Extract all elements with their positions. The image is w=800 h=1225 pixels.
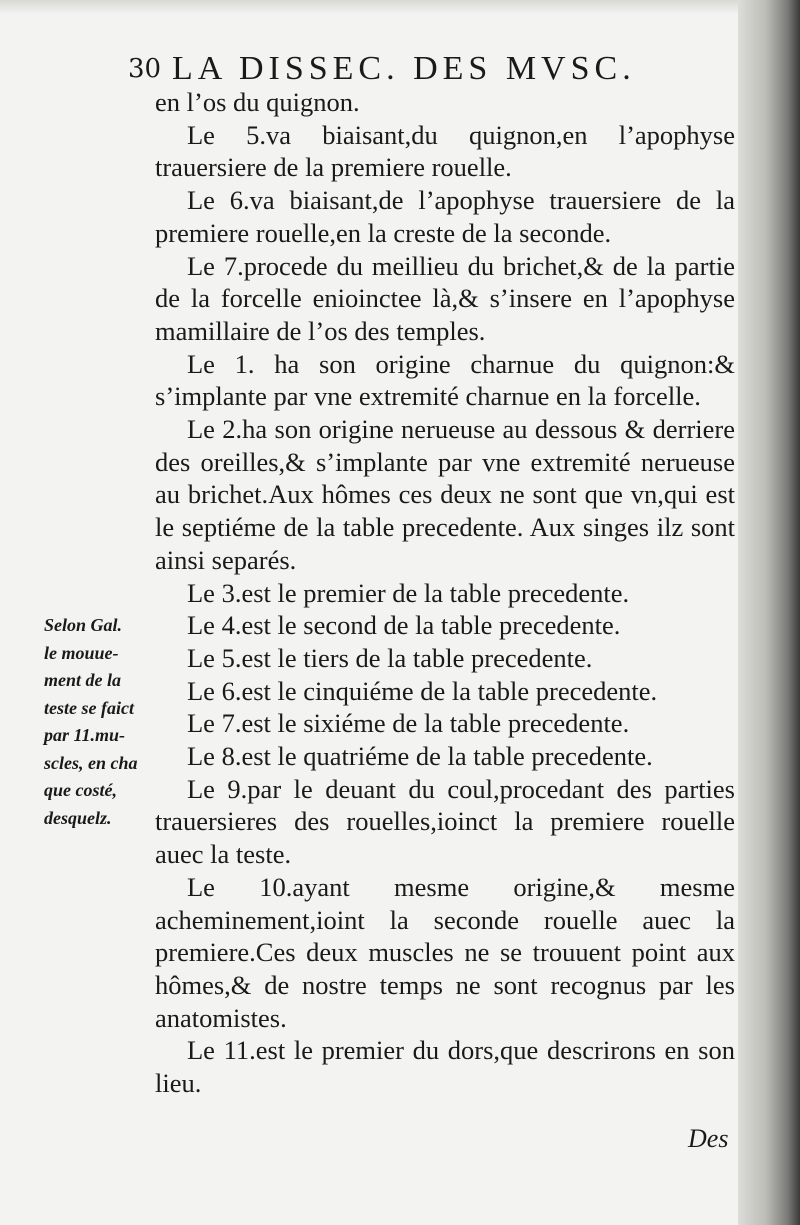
paragraph: en l’os du quignon. bbox=[155, 87, 360, 117]
running-title: LA DISSEC. DES MVSC. bbox=[172, 50, 636, 87]
margin-note-line: par 11.mu- bbox=[44, 725, 126, 745]
paragraph: Le 3.est le premier de la table precedente. bbox=[187, 577, 630, 608]
margin-note-line: le mouue- bbox=[44, 642, 119, 663]
paragraph: Le 11.est le premier du dors,que descrirons en son lieu. bbox=[155, 1035, 735, 1099]
paragraph: Le 1. ha son origine charnue du quignon:& s’implante par vne extremité charnue en la forcelle. bbox=[155, 348, 735, 412]
margin-note-line: teste se faict bbox=[44, 697, 134, 718]
paragraph: Le 7.est le sixiéme de la table precedente. bbox=[187, 708, 630, 739]
page-gutter-shadow bbox=[738, 0, 800, 1225]
paragraph: Le 5.est le tiers de la table precedente. bbox=[187, 642, 593, 673]
page-top-shadow bbox=[0, 0, 800, 14]
paragraph: Le 6.est le cinquiéme de la table precedente. bbox=[187, 675, 658, 706]
paragraph: Le 6.va biaisant,de l’apophyse trauersiere de la premiere rouelle,en la creste de la seconde. bbox=[155, 185, 735, 248]
paragraph: Le 9.par le deuant du coul,procedant des parties trauersieres des rouelles,ioinct la premiere rouelle auec la teste. bbox=[155, 773, 735, 870]
paragraph: Le 4.est le second de la table precedente. bbox=[187, 610, 621, 641]
margin-note-line: ment de la bbox=[44, 670, 121, 690]
page-number: 30 bbox=[128, 54, 162, 84]
margin-note bbox=[44, 612, 156, 832]
margin-note-line: desquelz. bbox=[44, 807, 112, 828]
main-text bbox=[155, 86, 735, 1100]
paragraph: Le 2.ha son origine nerueuse au dessous & derriere des oreilles,& s’implante par vne extremité nerueuse au brichet.Aux hômes ces deux ne sont que vn,qui est le septiéme de la table precedente. Aux singes ilz sont ainsi separés. bbox=[155, 414, 735, 575]
margin-note-line: scles, en cha bbox=[44, 752, 138, 773]
margin-note-line: Selon Gal. bbox=[44, 615, 123, 635]
catchword: Des bbox=[688, 1124, 729, 1153]
paragraph: Le 5.va biaisant,du quignon,en l’apophyse trauersiere de la premiere rouelle. bbox=[155, 119, 735, 183]
paragraph: Le 8.est le quatriéme de la table precedente. bbox=[187, 741, 653, 772]
margin-note-line: que costé, bbox=[44, 780, 117, 800]
paragraph: Le 7.procede du meillieu du brichet,& de la partie de la forcelle enioinctee là,& s’insere en l’apophyse mamillaire de l’os des temples. bbox=[155, 250, 735, 346]
paragraph: Le 10.ayant mesme origine,& mesme acheminement,ioint la seconde rouelle auec la premiere.Ces deux muscles ne se trouuent point aux hômes,& de nostre temps ne sont recognus par les anatomistes. bbox=[155, 871, 735, 1033]
